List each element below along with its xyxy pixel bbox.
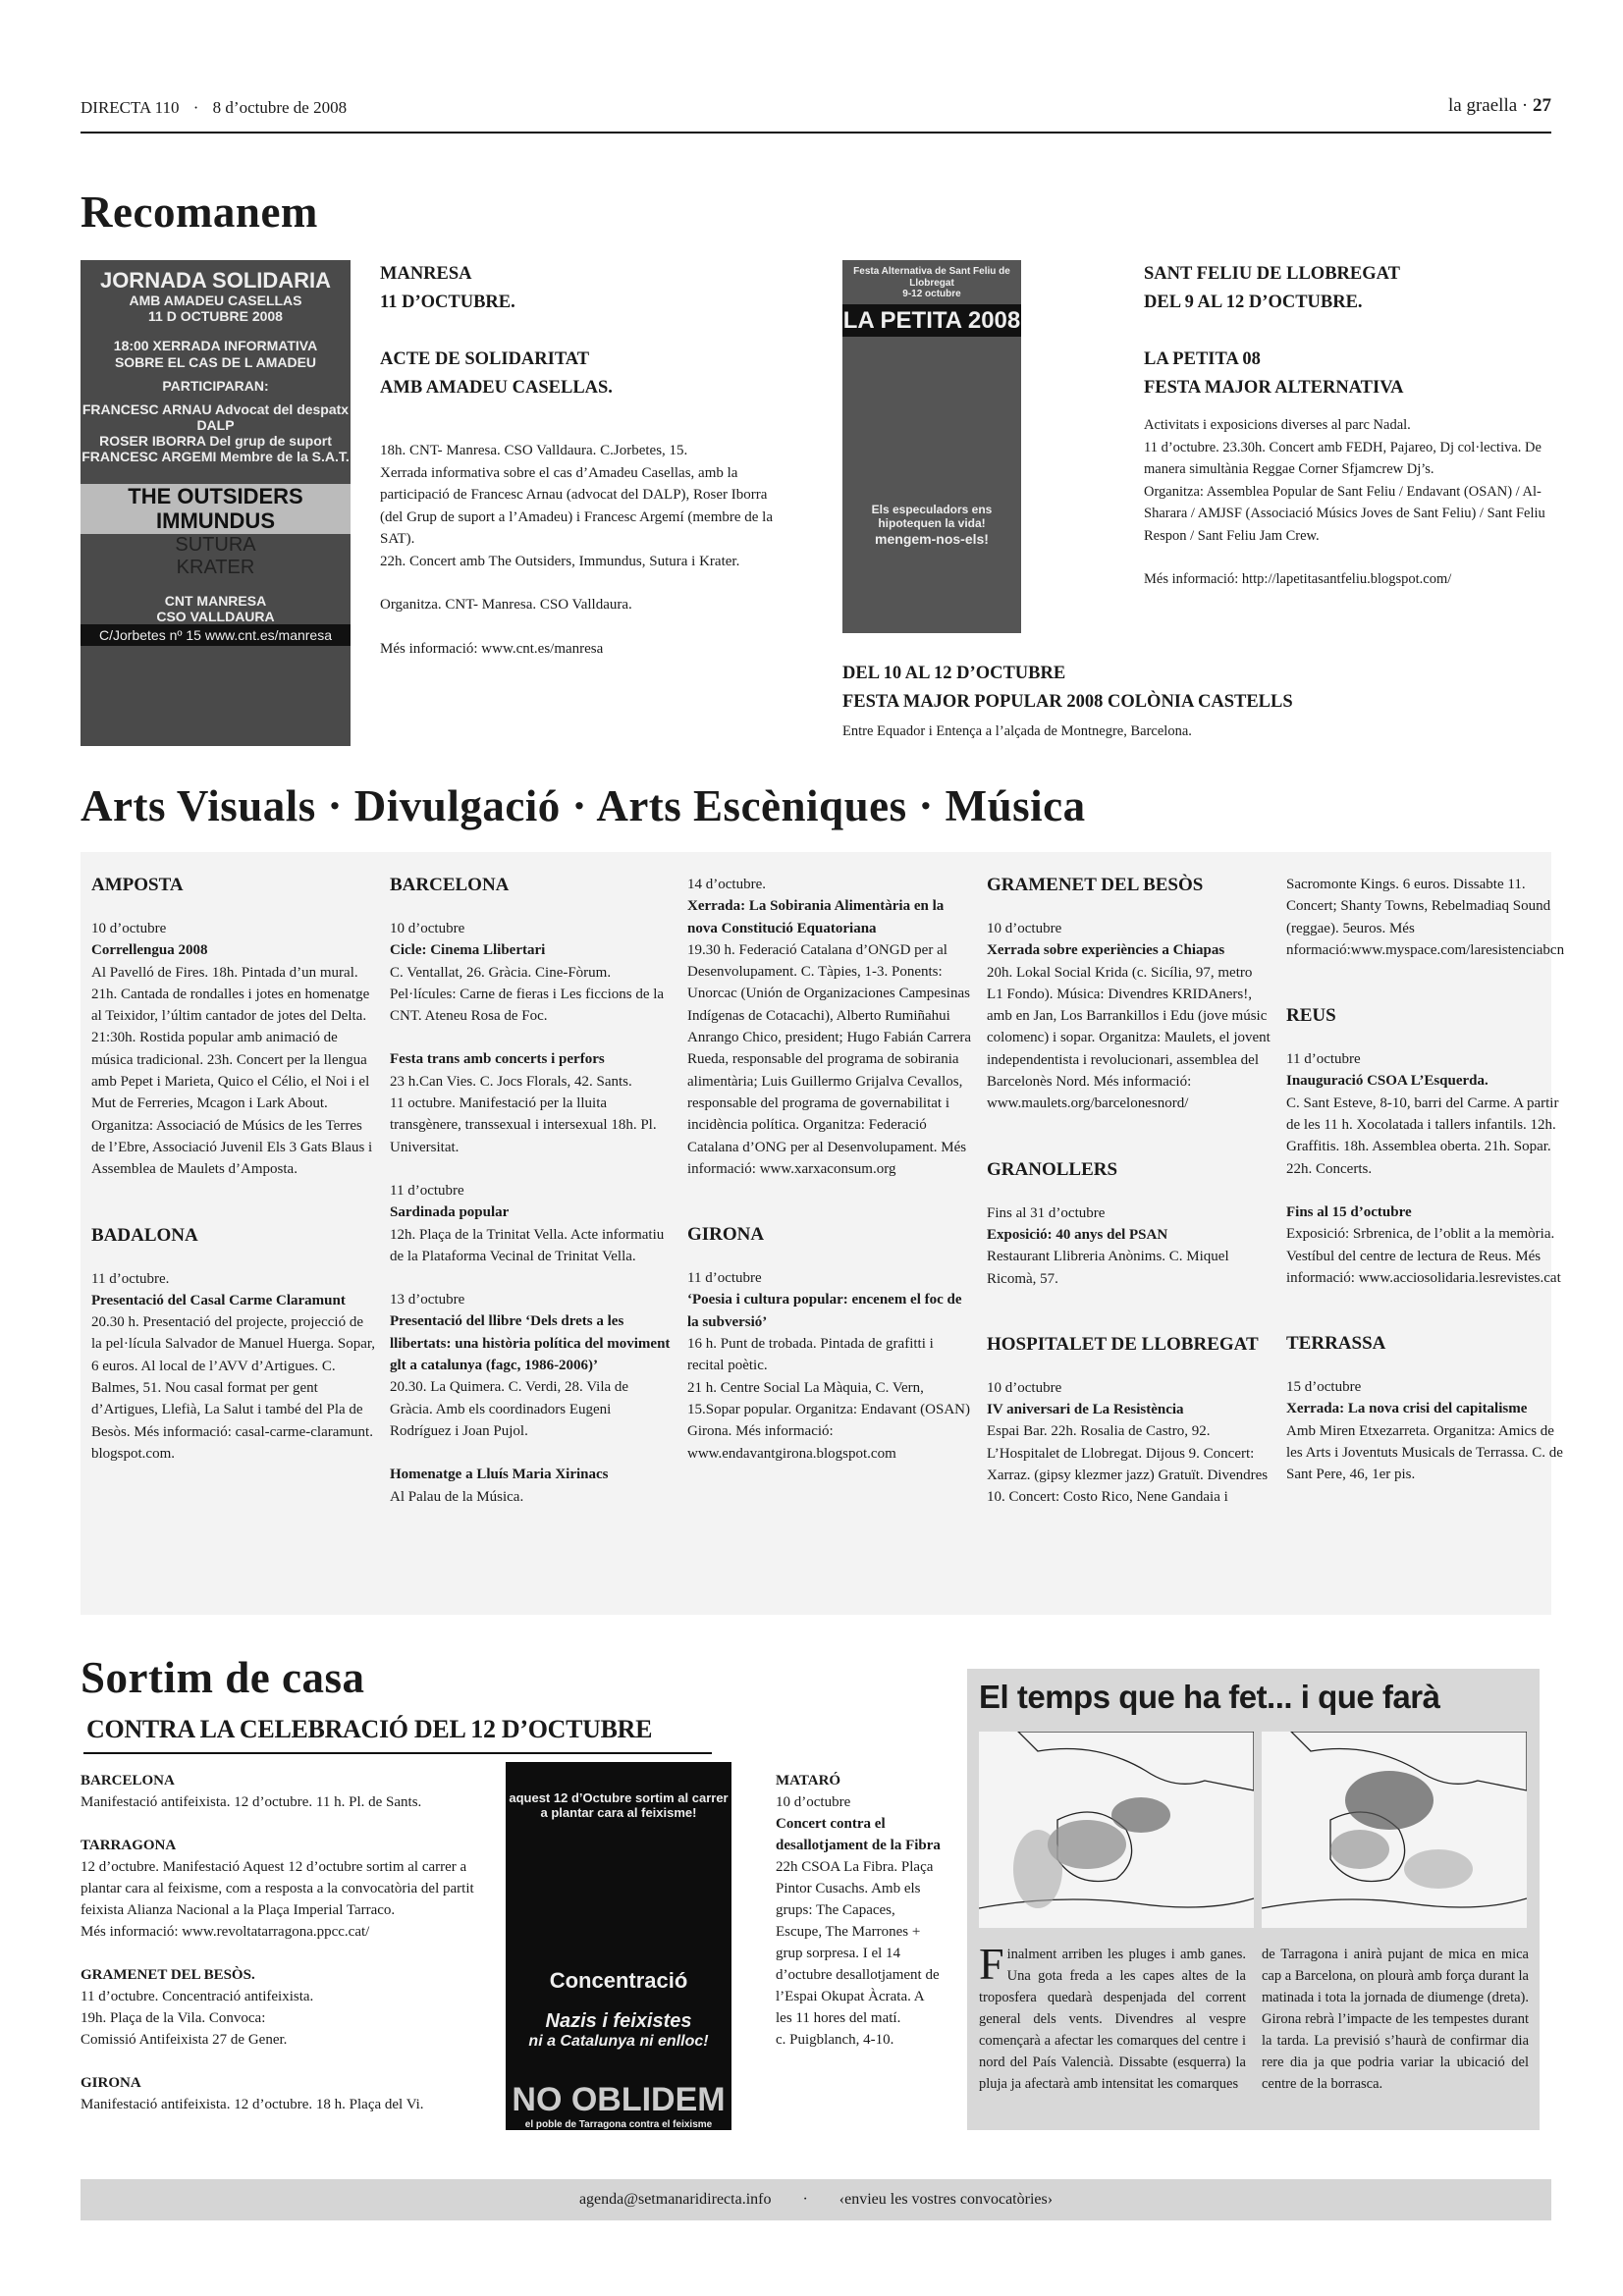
- event-mataro: [776, 1770, 943, 2051]
- protest-item: [81, 1964, 493, 2051]
- agenda-entry: [390, 1048, 675, 1157]
- entry-date: 10 d’octubre: [987, 1379, 1062, 1396]
- event-body: Activitats i exposicions diverses al parc Nadal. 11 d’octubre. 23.30h. Concert amb FEDH, Pajareo, Dj col·lectiva. De manera simultània Reggae Corner Sfjamcrew Dj’s. Organitza: Assemblea Popular de Sant Feliu / Endavant (OSAN) / Al-Sharara / AMJSF (Associació Músics Joves de Sant Feliu) / Sant Feliu Respon / Sant Feliu Jam Crew.: [1144, 417, 1545, 544]
- entry-body: 23 h.Can Vies. C. Jocs Florals, 42. Sants. 11 octubre. Manifestació per la lluita transgènere, transsexual i intersexual 18h. Pl. Universitat.: [390, 1073, 657, 1155]
- event-place: SANT FELIU DE LLOBREGAT: [1144, 264, 1400, 284]
- entry-title: Xerrada sobre experiències a Chiapas: [987, 942, 1225, 959]
- issue-date: 8 d’octubre de 2008: [212, 98, 348, 117]
- separator: ·: [1521, 95, 1529, 116]
- poster-lettering: THE OUTSIDERS: [81, 484, 351, 508]
- event-date: 10 d’octubre: [776, 1794, 851, 1810]
- poster-lettering: KRATER: [176, 556, 255, 578]
- event-organizer: Organitza. CNT- Manresa. CSO Valldaura.: [380, 597, 632, 613]
- entry-body: Al Palau de la Música.: [390, 1488, 524, 1505]
- entry-title: ‘Poesia i cultura popular: encenem el foc de la subversió’: [687, 1292, 962, 1330]
- protest-list: [81, 1770, 493, 2137]
- entry-body: Amb Miren Etxezarreta. Organitza: Amics de les Arts i Joventuts Musicals de Terrassa. C. de Sant Pere, 46, 1er pis.: [1286, 1422, 1563, 1483]
- entry-body: 20.30. La Quimera. C. Verdi, 28. Vila de Gràcia. Amb els coordinadors Eugeni Rodríguez i Joan Pujol.: [390, 1379, 629, 1439]
- entry-title: Correllengua 2008: [91, 942, 208, 959]
- section-title-recomanem: Recomanem: [81, 187, 318, 237]
- entry-body: 12h. Plaça de la Trinitat Vella. Acte informatiu de la Plataforma Vecinal de Trinitat Vella.: [390, 1226, 665, 1264]
- poster-lettering: SUTURA: [175, 533, 256, 556]
- agenda-entry: [687, 1267, 972, 1465]
- poster-lettering: 11 D OCTUBRE 2008: [148, 308, 283, 325]
- entry-body: 20.30 h. Presentació del projecte, projecció de la pel·lícula Salvador de Manuel Huerga. Sopar, 6 euros. Al local de l’AVV d’Artigues. C. Balmes, 51. Nou casal format per gent d’Artigues, Llefià, La Salut i també del Pla de Besòs. Més informació: casal-carme-claramunt. blogspot.com.: [91, 1314, 376, 1462]
- agenda-entry: [1286, 1376, 1571, 1485]
- agenda-entry: [91, 918, 376, 1181]
- weather-text-col2: de Tarragona i anirà pujant de mica en mica cap a Barcelona, on plourà amb força durant la matinada i tota la jornada de diumenge (dreta). Girona rebrà l’impacte de les tempestes durant la tarda. La previsió s’haurà de confirmar dia rere dia ja que podria variar la ubicació del centre de la borrasca.: [1262, 1947, 1529, 2092]
- agenda-entry: [390, 918, 675, 1027]
- entry-title: Presentació del llibre ‘Dels drets a les llibertats: una història política del moviment glt a catalunya (fagc, 1986-2006)’: [390, 1313, 671, 1374]
- agenda-entry: [91, 1268, 376, 1466]
- entry-title: Xerrada: La Sobirania Alimentària en la nova Constitució Equatoriana: [687, 898, 945, 936]
- protest-details: 11 d’octubre. Concentració antifeixista. 19h. Plaça de la Vila. Convoca: Comissió Antifeixista 27 de Gener.: [81, 1989, 314, 2048]
- entry-body: Sacromonte Kings. 6 euros. Dissabte 11. Concert; Shanty Towns, Rebelmadiaq Sound (reggae). 5euros. Més nformació:www.myspace.com/laresistenciabcn: [1286, 877, 1565, 958]
- protest-item: [81, 1770, 493, 1813]
- event-title: ACTE DE SOLIDARITAT: [380, 349, 590, 369]
- event-body: 18h. CNT- Manresa. CSO Valldaura. C.Jorbetes, 15. Xerrada informativa sobre el cas d’Amadeu Casellas, amb la participació de Francesc Arnau (advocat del DALP), Roser Iborra (del Grup de suport a l’Amadeu) i Francesc Argemí (membre de la SAT). 22h. Concert amb The Outsiders, Immundus, Sutura i Krater.: [380, 443, 774, 569]
- city-heading: AMPOSTA: [91, 875, 184, 895]
- entry-title: Sardinada popular: [390, 1204, 510, 1221]
- city-heading: GRAMENET DEL BESÒS.: [81, 1967, 255, 1983]
- entry-body: C. Ventallat, 26. Gràcia. Cine-Fòrum. Pel·lícules: Carne de fieras i Les ficcions de la CNT. Ateneu Rosa de Foc.: [390, 964, 665, 1025]
- poster-lettering: ni a Catalunya ni enlloc!: [528, 2033, 709, 2051]
- city-heading: REUS: [1286, 1005, 1336, 1027]
- weather-box: [967, 1669, 1540, 2130]
- entry-date: 10 d’octubre: [987, 921, 1062, 936]
- poster-lettering: el poble de Tarragona contra el feixisme: [524, 2118, 713, 2130]
- agenda-entry: [390, 1289, 675, 1442]
- poster-lettering: Els especuladors ens hipotequen la vida!: [871, 503, 993, 530]
- event-title: FESTA MAJOR ALTERNATIVA: [1144, 378, 1404, 398]
- entry-body: Exposició: Srbrenica, de l’oblit a la memòria. Vestíbul del centre de lectura de Reus. Més informació: www.acciosolidaria.lesrevistes.cat: [1286, 1226, 1561, 1286]
- subsection-title: CONTRA LA CELEBRACIÓ DEL 12 D’OCTUBRE: [86, 1715, 653, 1743]
- event-title: AMB AMADEU CASELLAS.: [380, 378, 613, 398]
- protest-details: Manifestació antifeixista. 12 d’octubre. 11 h. Pl. de Sants.: [81, 1794, 422, 1810]
- city-heading: GRANOLLERS: [987, 1158, 1118, 1180]
- entry-body: 19.30 h. Federació Catalana d’ONGD per al Desenvolupament. C. Tàpies, 1-3. Ponents: Unorcac (Unión de Organizaciones Campesinas Indígenas de Cotacachi), Alberto Rumiñahui Anrango Chico, president; Hugo Fabián Carrera Rueda, responsable del programa de sobirania alimentària; Luis Guillermo Grijalva Cevallos, responsable del programa de governabilitat i incidència política. Organitza: Federació Catalana d’ONG per al Desenvolupament. Més informació: www.xarxaconsum.org: [687, 941, 972, 1177]
- poster-lettering: Festa Alternativa de Sant Feliu de Llobregat: [853, 266, 1010, 289]
- poster-lettering: Concentració: [549, 1967, 688, 1993]
- separator: ·: [802, 2191, 808, 2208]
- agenda-column: [390, 874, 675, 1529]
- drop-cap: F: [979, 1939, 1004, 1989]
- poster-lettering: aquest 12 d’Octubre sortim al carrer: [509, 1790, 729, 1805]
- weather-title: El temps que ha fet... i que farà: [979, 1679, 1440, 1715]
- agenda-column: [987, 874, 1271, 1530]
- entry-date: 13 d’octubre: [390, 1292, 465, 1308]
- entry-title: Homenatge a Lluís Maria Xirinacs: [390, 1467, 609, 1483]
- city-heading: TERRASSA: [1286, 1333, 1386, 1355]
- entry-date: 10 d’octubre: [91, 921, 167, 936]
- city-heading: GIRONA: [687, 1224, 765, 1246]
- footer-note: ‹envieu les vostres convocatòries›: [839, 2191, 1054, 2208]
- poster-lettering: AMB AMADEU CASELLAS: [129, 293, 302, 309]
- event-sant-feliu: [1144, 260, 1556, 591]
- entry-title: Inauguració CSOA L’Esquerda.: [1286, 1073, 1488, 1090]
- city-heading: BARCELONA: [390, 875, 510, 895]
- event-body: 22h CSOA La Fibra. Plaça Pintor Cusachs. Amb els grups: The Capaces, Escupe, The Marrones + grup sorpresa. I el 14 d’octubre desallotjament de l’Espai Okupat Àcrata. A les 11 hores del matí. c. Puigblanch, 4-10.: [776, 1859, 940, 2048]
- event-title: Concert contra el desallotjament de la Fibra: [776, 1816, 941, 1853]
- agenda-entry: [390, 1464, 675, 1508]
- section-name: la graella: [1448, 95, 1518, 116]
- agenda-entry: [1286, 1201, 1571, 1289]
- poster-lettering: a plantar cara al feixisme!: [540, 1804, 697, 1820]
- protest-details: 12 d’octubre. Manifestació Aquest 12 d’octubre sortim al carrer a plantar cara al feixisme, com a resposta a la convocatòria del partit feixista Alianza Nacional a la Plaça Imperial Tarraco. Més informació: www.revoltatarragona.ppcc.cat/: [81, 1859, 474, 1940]
- entry-date: 11 d’octubre: [687, 1270, 762, 1287]
- poster-no-oblidem: [506, 1762, 731, 2130]
- agenda-entry: [987, 918, 1271, 1115]
- city-heading: TARRAGONA: [81, 1838, 177, 1853]
- entry-body: Al Pavelló de Fires. 18h. Pintada d’un mural. 21h. Cantada de rondalles i jotes en homenatge al Teixidor, l’últim cantador de jotes del Delta. 21:30h. Rostida popular amb animació de música tradicional. 23h. Concert per la llengua amb Pepet i Marieta, Quico el Célio, el Noi i el Mut de Ferreries, Mcagon i Lark About. Organitza: Associació de Músics de les Terres de l’Ebre, Associació Juvenil Els 3 Gats Blaus i Assemblea de Maulets d’Amposta.: [91, 964, 373, 1178]
- city-heading: BARCELONA: [81, 1773, 175, 1789]
- agenda-entry: [1286, 874, 1571, 961]
- weather-paragraph: inalment arriben les pluges i amb ganes. Una gota freda a les capes altes de la troposfera quedarà despenjada del corrent general dels vents. Divendres al vespre començarà a afectar les comarques del centre i nord del País Valencià. Dissabte (esquerra) la pluja ja afectarà amb intensitat les comarques: [979, 1947, 1246, 2092]
- separator: ·: [192, 98, 199, 117]
- poster-lettering: SOBRE EL CAS DE L AMADEU: [114, 353, 317, 370]
- event-place: MANRESA: [380, 264, 472, 284]
- poster-jornada-solidaria: [81, 260, 351, 746]
- entry-title: Xerrada: La nova crisi del capitalisme: [1286, 1401, 1528, 1417]
- subsection-rule: [83, 1752, 712, 1754]
- running-header-right: [1448, 95, 1551, 117]
- poster-lettering: ROSER IBORRA Del grup de suport: [99, 432, 332, 449]
- event-colonia-castells: [842, 660, 1549, 743]
- entry-title: IV aniversari de La Resistència: [987, 1402, 1184, 1418]
- page-number: 27: [1533, 95, 1551, 116]
- entry-date: 15 d’octubre: [1286, 1379, 1362, 1396]
- poster-lettering: JORNADA SOLIDARIA: [99, 268, 332, 293]
- agenda-column: [687, 874, 972, 1486]
- running-header-left: [81, 98, 347, 118]
- city-heading: GRAMENET DEL BESÒS: [987, 875, 1204, 895]
- event-title: LA PETITA 08: [1144, 349, 1261, 369]
- poster-lettering: NO OBLIDEM: [512, 2080, 726, 2118]
- header-rule: [81, 132, 1551, 133]
- event-place: MATARÓ: [776, 1773, 841, 1789]
- event-date: 11 D’OCTUBRE.: [380, 293, 515, 312]
- protest-item: [81, 1835, 493, 1943]
- entry-title: Festa trans amb concerts i perfors: [390, 1051, 605, 1068]
- entry-date: 14 d’octubre.: [687, 877, 766, 892]
- protest-details: Manifestació antifeixista. 12 d’octubre. 18 h. Plaça del Vi.: [81, 2097, 424, 2112]
- poster-lettering: FRANCESC ARNAU Advocat del despatx DALP: [81, 400, 350, 433]
- weather-text-col1: [979, 1939, 1246, 2095]
- agenda-column: [91, 874, 376, 1486]
- poster-lettering: CNT MANRESA: [164, 592, 267, 609]
- poster-lettering: PARTICIPARAN:: [162, 377, 269, 394]
- poster-lettering: 9-12 octubre: [902, 289, 961, 299]
- poster-lettering: FRANCESC ARGEMI Membre de la S.A.T.: [81, 449, 350, 465]
- poster-la-petita: [842, 260, 1021, 633]
- poster-lettering: CSO VALLDAURA: [156, 608, 275, 624]
- weather-map-saturday: [979, 1732, 1254, 1928]
- entry-title: Cicle: Cinema Llibertari: [390, 942, 546, 959]
- entry-date: Fins al 31 d’octubre: [987, 1204, 1106, 1221]
- agenda-entry: [687, 874, 972, 1180]
- entry-body: Restaurant Llibreria Anònims. C. Miquel Ricomà, 57.: [987, 1249, 1229, 1287]
- city-heading: BADALONA: [91, 1224, 198, 1246]
- event-info-link[interactable]: Més informació: http://lapetitasantfeliu.blogspot.com/: [1144, 571, 1452, 587]
- event-title: FESTA MAJOR POPULAR 2008 COLÒNIA CASTELLS: [842, 692, 1293, 712]
- entry-body: 20h. Lokal Social Krida (c. Sicília, 97, metro L1 Fondo). Música: Divendres KRIDAners!, amb en Jan, Los Barrankillos i Edu (jove músic colomenc) i sopar. Organitza: Maulets, el jovent independentista i revolucionari, assemblea del Barcelonès Nord. Més informació: www.maulets.org/barcelonesnord/: [987, 964, 1271, 1112]
- agenda-entry: [390, 1180, 675, 1267]
- entry-title: Exposició: 40 anys del PSAN: [987, 1226, 1168, 1243]
- entry-title: Presentació del Casal Carme Claramunt: [91, 1292, 346, 1308]
- protest-item: [81, 2072, 493, 2115]
- entry-date: 11 d’octubre.: [91, 1270, 170, 1287]
- event-manresa: [380, 260, 792, 660]
- poster-lettering: IMMUNDUS: [81, 508, 351, 533]
- section-title-arts: Arts Visuals · Divulgació · Arts Escèniques · Música: [81, 781, 1086, 830]
- entry-date: 10 d’octubre: [390, 921, 465, 936]
- event-body: Entre Equador i Entença a l’alçada de Montnegre, Barcelona.: [842, 723, 1192, 739]
- poster-lettering: mengem-nos-els!: [875, 530, 989, 547]
- agenda-entry: [987, 1377, 1271, 1509]
- poster-lettering: Nazis i feixistes: [545, 2010, 692, 2033]
- publication: DIRECTA 110: [81, 98, 180, 117]
- poster-lettering: C/Jorbetes nº 15 www.cnt.es/manresa: [81, 624, 351, 646]
- event-date: DEL 10 AL 12 D’OCTUBRE: [842, 664, 1066, 683]
- agenda-column: [1286, 874, 1571, 1508]
- section-title-sortim: Sortim de casa: [81, 1653, 365, 1702]
- agenda-entry: [1286, 1048, 1571, 1180]
- city-heading: HOSPITALET DE LLOBREGAT: [987, 1333, 1259, 1355]
- agenda-entry: [987, 1202, 1271, 1290]
- entry-date: 11 d’octubre: [390, 1182, 464, 1199]
- entry-body: 16 h. Punt de trobada. Pintada de grafitti i recital poètic. 21 h. Centre Social La Màquia, C. Vern, 15.Sopar popular. Organitza: Endavant (OSAN) Girona. Més informació: www.endavantgirona.blogspot.com: [687, 1336, 970, 1462]
- footer-bar: [81, 2179, 1551, 2220]
- event-date: DEL 9 AL 12 D’OCTUBRE.: [1144, 293, 1363, 312]
- entry-title: Fins al 15 d’octubre: [1286, 1203, 1412, 1220]
- poster-lettering: 18:00 XERRADA INFORMATIVA: [113, 338, 318, 354]
- poster-lettering: LA PETITA 2008: [842, 304, 1021, 338]
- entry-body: C. Sant Esteve, 8-10, barri del Carme. A partir de les 11 h. Xocolatada i tallers infantils. 12h. Graffitis. 18h. Assemblea oberta. 21h. Sopar. 22h. Concerts.: [1286, 1095, 1559, 1177]
- entry-date: 11 d’octubre: [1286, 1051, 1361, 1068]
- contact-email[interactable]: agenda@setmanaridirecta.info: [578, 2191, 772, 2208]
- weather-map-sunday: [1262, 1732, 1527, 1928]
- city-heading: GIRONA: [81, 2075, 141, 2091]
- entry-body: Espai Bar. 22h. Rosalia de Castro, 92. L’Hospitalet de Llobregat. Dijous 9. Concert: Xarraz. (gipsy klezmer jazz) Gratuït. Divendres 10. Concert: Costo Rico, Nene Gandaia i: [987, 1423, 1269, 1506]
- event-info-link[interactable]: Més informació: www.cnt.es/manresa: [380, 640, 604, 657]
